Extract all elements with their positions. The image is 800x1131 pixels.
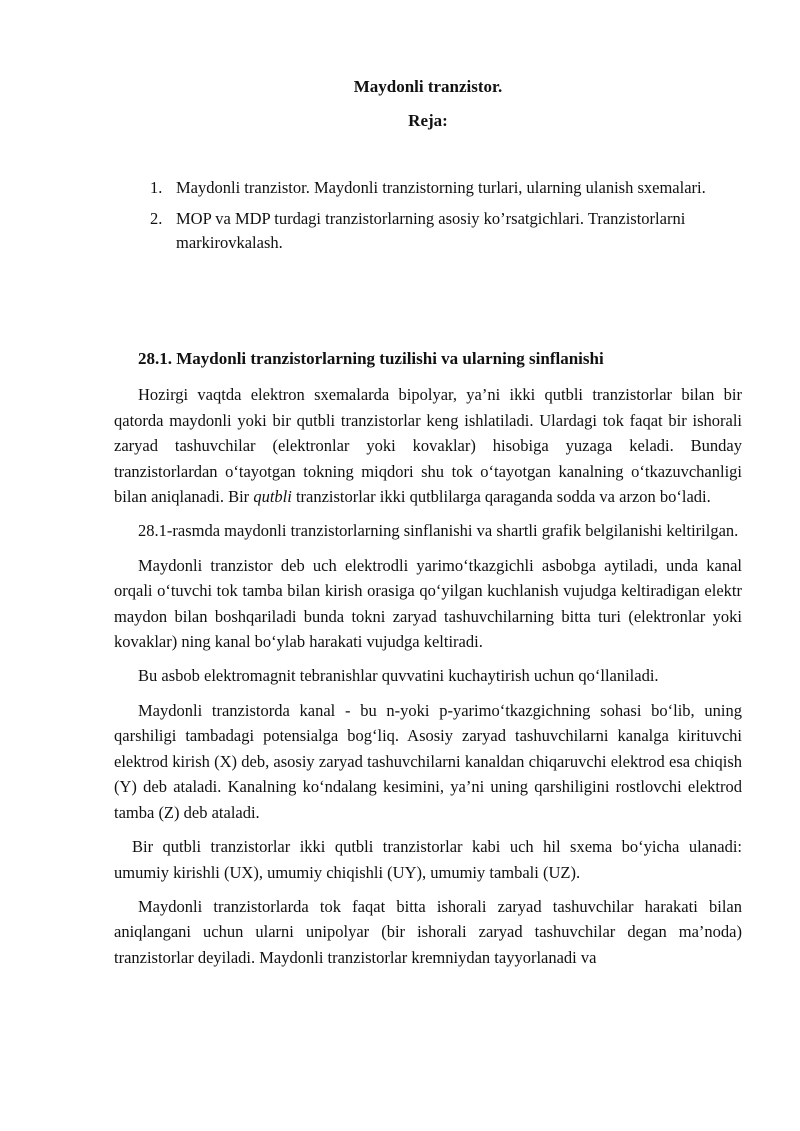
section-heading: 28.1. Maydonli tranzistorlarning tuzilishi va ularning sinflanishi — [138, 349, 604, 368]
plan-item — [150, 207, 710, 255]
plan-list — [150, 176, 710, 262]
plan-heading: Reja: — [408, 111, 448, 130]
document-title: Maydonli tranzistor. — [353, 77, 503, 96]
plan-item-text: MOP va MDP turdagi tranzistorlarning asosiy ko’rsatgichlari. Tranzistorlarni markirovkalash. — [176, 209, 686, 252]
paragraph-italic-term: qutbli — [253, 487, 292, 507]
paragraph: 28.1-rasmda maydonli tranzistorlarning sinflanishi va shartli grafik belgilanishi keltirilgan. — [138, 521, 739, 541]
paragraph: Maydonli tranzistorda kanal - bu n-yoki p-yarimo‘tkazgichning sohasi bo‘lib, uning qarshiligi tambadagi potensialga bog‘liq. Asosiy zaryad tashuvchilarni kanalga kirituvchi elektrod kirish (X) deb, asosiy zaryad tashuvchilarni kanaldan chiqaruvchi elektrod esa chiqish (Y) deb ataladi. Kanalning ko‘ndalang kesimini, ya’ni uning qarshiligini rostlovchi elektrod tamba (Z) deb ataladi. — [114, 700, 742, 822]
plan-item-number: 1. — [150, 178, 163, 197]
paragraph: Maydonli tranzistor deb uch elektrodli yarimo‘tkazgichli asbobga aytiladi, unda kanal orqali o‘tuvchi tok tamba bilan kirish orasiga qo‘yilgan kuchlanish vujudga keltiradigan elektr maydon bilan boshqariladi bunda tokni zaryad tashuvchilarning bitta turi (elektronlar yoki kovaklar) ning kanal bo‘ylab harakati vujudga keltiradi. — [114, 555, 742, 652]
plan-item-text: Maydonli tranzistor. Maydonli tranzistorning turlari, ularning ulanish sxemalari. — [176, 178, 706, 197]
body-text — [114, 382, 742, 979]
paragraph-text: Hozirgi vaqtda elektron sxemalarda bipolyar, ya’ni ikki qutbli tranzistorlar bilan bir qatorda maydonli yoki bir qutbli tranzistorlar keng ishlatiladi. Ulardagi tok faqat bir ishorali zaryad tashuvchilar (elektronlar yoki kovaklar) hisobiga yuzaga keladi. Bunday tranzistorlardan o‘tayotgan tokning miqdori shu tok o‘tayotgan kanalning o‘tkazuvchanligi bilan aniqlanadi. Bir — [114, 385, 742, 507]
plan-item — [150, 176, 710, 200]
plan-item-number: 2. — [150, 209, 163, 228]
paragraph: Bu asbob elektromagnit tebranishlar quvvatini kuchaytirish uchun qo‘llaniladi. — [138, 666, 659, 686]
paragraph: Bir qutbli tranzistorlar ikki qutbli tranzistorlar kabi uch hil sxema bo‘yicha ulanadi: umumiy kirishli (UX), umumiy chiqishli (UY), umumiy tambali (UZ). — [114, 837, 742, 882]
paragraph: Maydonli tranzistorlarda tok faqat bitta ishorali zaryad tashuvchilar harakati bilan aniqlangani uchun ularni unipolyar (bir ishorali zaryad tashuvchilar degan ma’noda) tranzistorlar deyiladi. Maydonli tranzistorlar kremniydan tayyorlanadi va — [114, 896, 742, 967]
paragraph-text: tranzistorlar ikki qutblilarga qaraganda sodda va arzon bo‘ladi. — [291, 487, 711, 507]
paragraph — [114, 382, 742, 510]
